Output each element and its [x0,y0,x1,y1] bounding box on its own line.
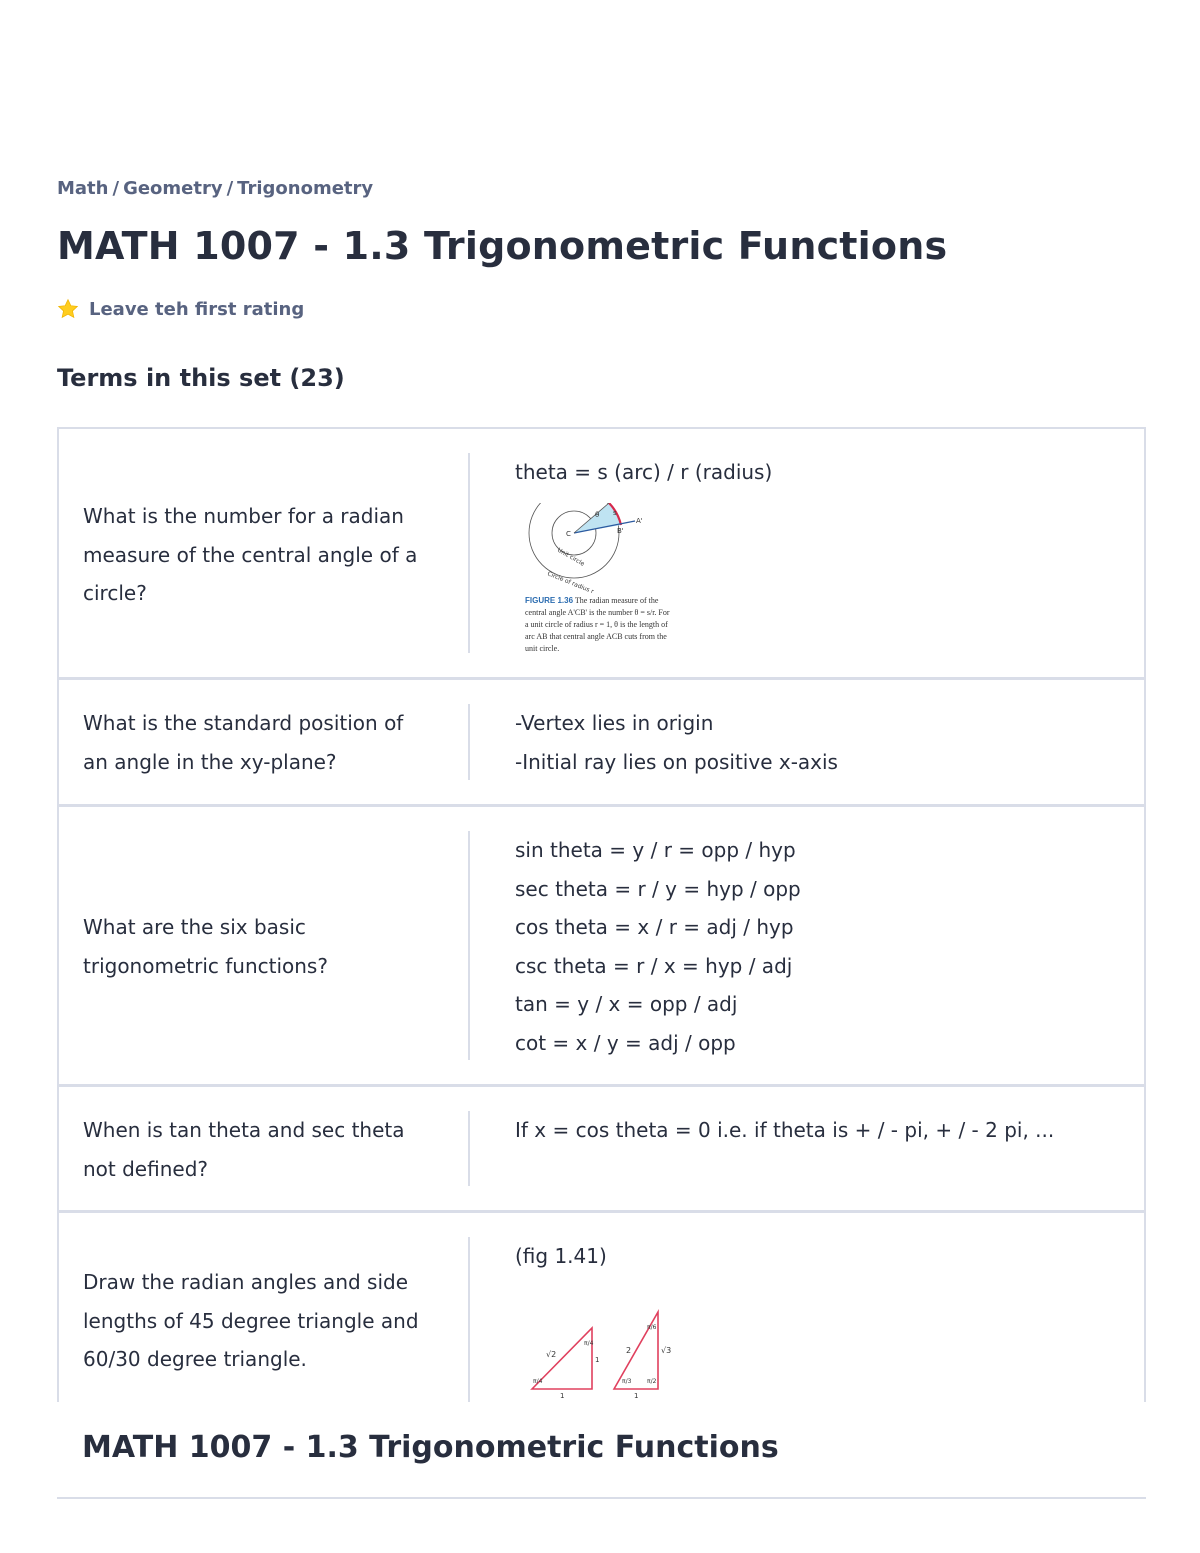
figure-label: A' [636,517,643,525]
term-card [59,429,1144,680]
breadcrumb-separator: / [112,178,120,199]
definition-text [515,1237,1115,1276]
figure-caption-label: FIGURE 1.36 [525,596,574,605]
definition-line: If x = cos theta = 0 i.e. if theta is + / - pi, + / - 2 pi, ... [515,1118,1055,1142]
figure-label: π/4 [533,1378,543,1385]
definition-line: cot = x / y = adj / opp [515,1030,736,1055]
definition-text [515,453,1115,492]
term-text: What is the standard position of an angle in the xy-plane? [83,711,404,774]
breadcrumb [57,178,373,199]
definition-line: -Vertex lies in origin [515,711,714,735]
figure-label: C [566,530,571,538]
definition-text [515,704,1115,781]
definition-line: theta = s (arc) / r (radius) [515,460,773,484]
term-text: When is tan theta and sec theta not defined? [83,1118,405,1181]
card-divider [468,1237,470,1402]
breadcrumb-link-math[interactable]: Math [57,178,109,199]
figure-label: π/4 [584,1340,594,1347]
figure-label: 1 [560,1392,565,1400]
triangles-figure [529,1305,679,1402]
definition-line: (fig 1.41) [515,1244,607,1268]
terms-heading: Terms in this set (23) [57,364,345,392]
figure-caption-text: The radian measure of the central angle A'CB' is the number θ = s/r. For a unit circle of radius r = 1, θ is the length of arc AB that central angle ACB cuts from the unit circle. [525,596,670,653]
figure-label: Circle of radius r [546,570,595,596]
definition-line: -Initial ray lies on positive x-axis [515,749,838,774]
definition-text [515,831,1115,1062]
star-icon [57,298,79,320]
card-divider [468,704,470,780]
figure-label: θ [595,511,600,519]
figure-label: s [613,509,617,517]
card-divider [468,1111,470,1186]
definition-line: sec theta = r / y = hyp / opp [515,876,801,901]
term-card [59,680,1144,807]
figure-label: B' [617,527,624,535]
figure-label: 2 [626,1346,632,1355]
figure-label: √3 [661,1346,672,1355]
term-card [59,1087,1144,1213]
definition-line: tan = y / x = opp / adj [515,992,738,1016]
figure-label: π/6 [647,1324,657,1331]
figure-label: 1 [595,1356,600,1364]
definition-text [515,1111,1115,1150]
card-divider [468,453,470,653]
figure-label: π/2 [647,1378,657,1385]
term-text: What are the six basic trigonometric functions? [83,915,328,978]
footer-title: MATH 1007 - 1.3 Trigonometric Functions [82,1430,779,1465]
breadcrumb-link-geometry[interactable]: Geometry [123,178,223,199]
figure-label: π/3 [622,1378,632,1385]
figure-label: √2 [546,1350,557,1359]
rating-label: Leave teh first rating [89,298,305,320]
rating-link[interactable] [57,298,304,320]
term-text: Draw the radian angles and side lengths of 45 degree triangle and 60/30 degree triangle. [83,1270,419,1371]
terms-list [57,427,1146,1402]
breadcrumb-link-trigonometry[interactable]: Trigonometry [237,178,374,199]
footer-divider [57,1497,1146,1499]
term-text: What is the number for a radian measure of the central angle of a circle? [83,504,418,605]
page-title: MATH 1007 - 1.3 Trigonometric Functions [57,224,948,268]
figure-label: Unit circle [556,546,586,568]
definition-line: csc theta = r / x = hyp / adj [515,953,793,978]
term-card [59,807,1144,1087]
term-card [59,1213,1144,1402]
breadcrumb-separator: / [226,178,234,199]
figure-label: 1 [634,1392,639,1400]
definition-line: cos theta = x / r = adj / hyp [515,915,794,939]
definition-line: sin theta = y / r = opp / hyp [515,838,796,862]
card-divider [468,831,470,1060]
radian-figure [525,503,685,653]
